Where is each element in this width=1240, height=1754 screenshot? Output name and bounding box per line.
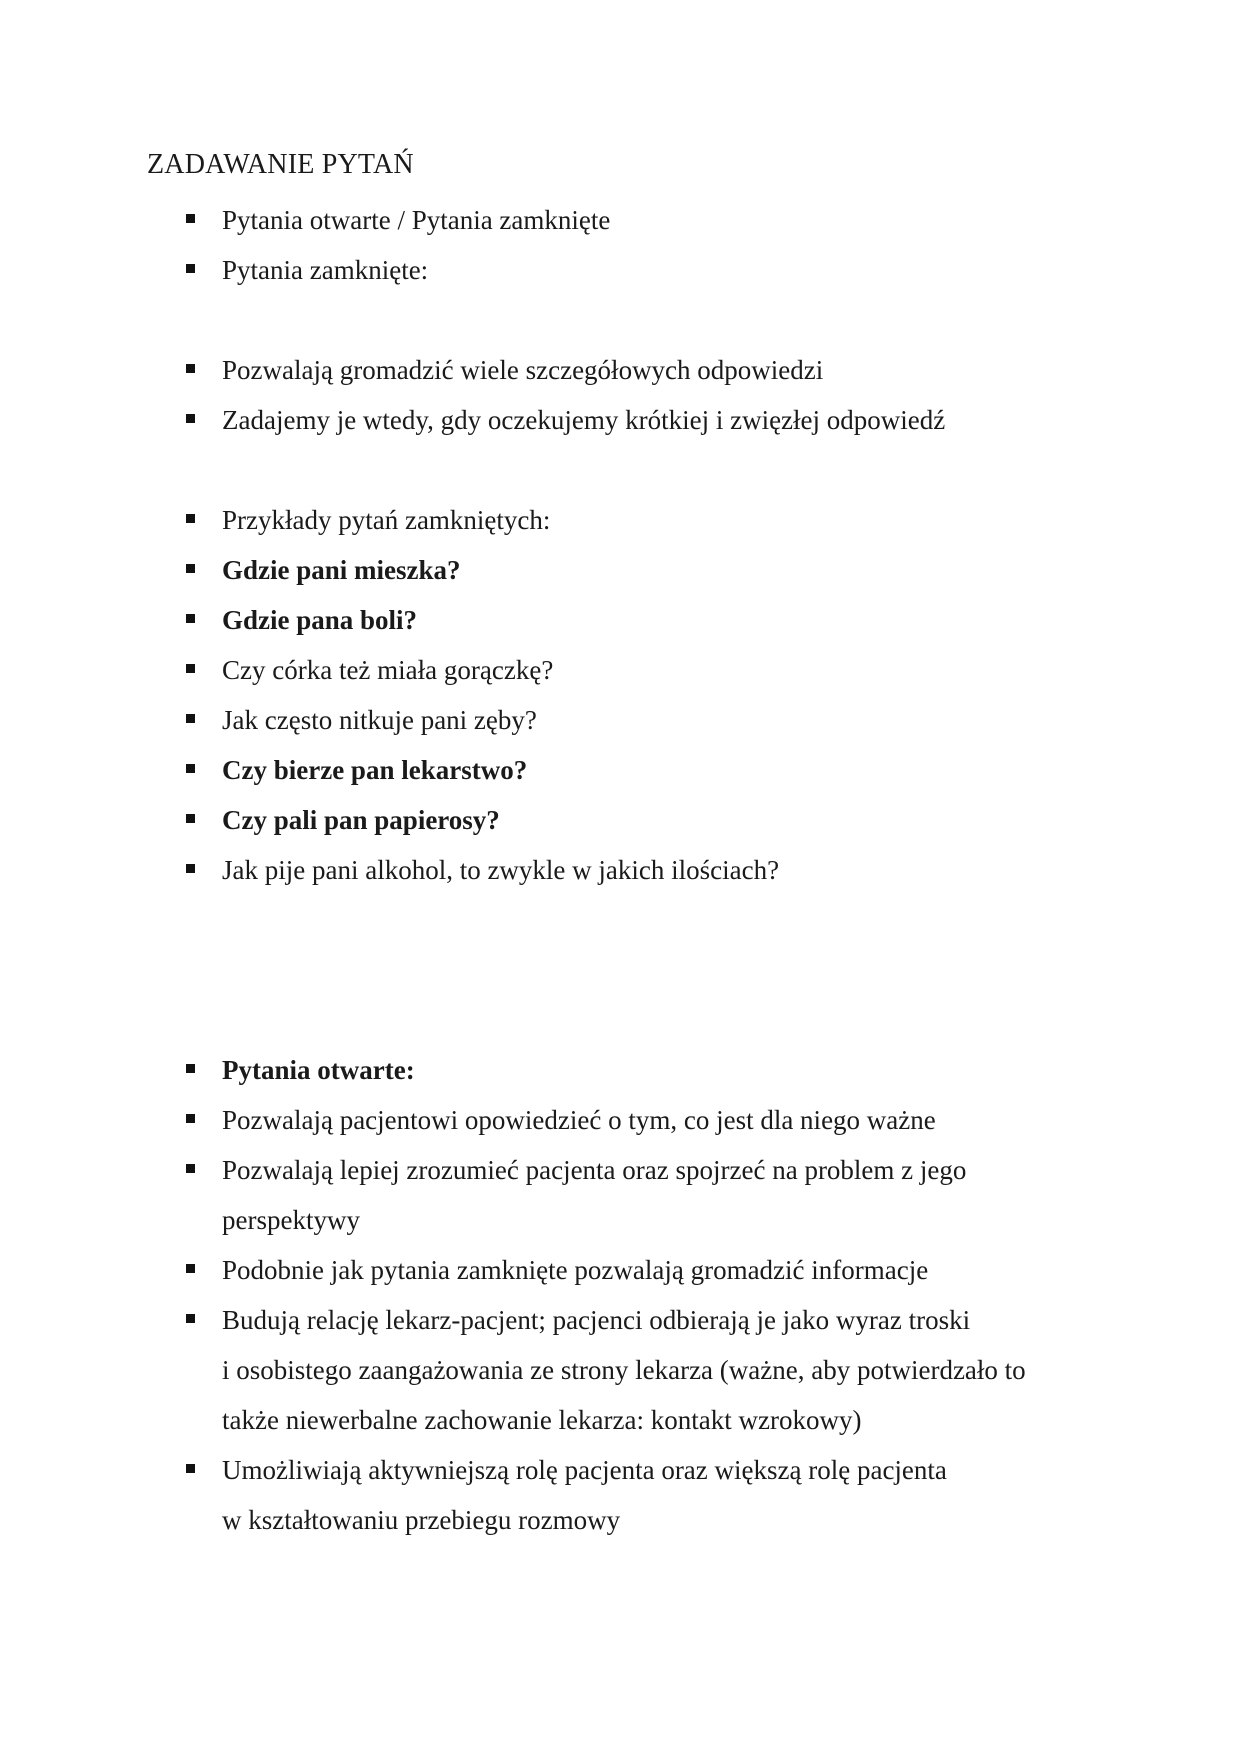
list-item	[186, 545, 1126, 595]
list-item-text: Umożliwiają aktywniejszą rolę pacjenta oraz większą rolę pacjenta	[222, 1455, 947, 1485]
square-bullet-icon	[186, 414, 195, 423]
square-bullet-icon	[186, 364, 195, 373]
list-item-text: Czy córka też miała gorączkę?	[222, 655, 554, 685]
list-item-text-continued: w kształtowaniu przebiegu rozmowy	[222, 1505, 621, 1535]
list-item	[186, 245, 1126, 295]
square-bullet-icon	[186, 264, 195, 273]
list-item	[186, 1145, 1126, 1245]
list-item-text: Przykłady pytań zamkniętych:	[222, 505, 551, 535]
document-title: ZADAWANIE PYTAŃ	[147, 149, 414, 180]
square-bullet-icon	[186, 1314, 195, 1323]
list-item	[186, 1445, 1126, 1545]
list-item	[186, 845, 1126, 895]
bullet-list	[186, 195, 1126, 1545]
list-item-text: Budują relację lekarz-pacjent; pacjenci odbierają je jako wyraz troski	[222, 1305, 971, 1335]
list-item-text: Pytania otwarte:	[222, 1055, 415, 1085]
list-item	[186, 345, 1126, 395]
list-item-text: Pozwalają pacjentowi opowiedzieć o tym, co jest dla niego ważne	[222, 1105, 936, 1135]
square-bullet-icon	[186, 1114, 195, 1123]
square-bullet-icon	[186, 764, 195, 773]
square-bullet-icon	[186, 714, 195, 723]
list-item-text: Jak często nitkuje pani zęby?	[222, 705, 537, 735]
list-item-text: Gdzie pani mieszka?	[222, 555, 461, 585]
square-bullet-icon	[186, 1064, 195, 1073]
list-item	[186, 495, 1126, 545]
list-item-text: Zadajemy je wtedy, gdy oczekujemy krótkiej i zwięzłej odpowiedź	[222, 405, 946, 435]
square-bullet-icon	[186, 564, 195, 573]
square-bullet-icon	[186, 614, 195, 623]
list-item-text-continued: i osobistego zaangażowania ze strony lekarza (ważne, aby potwierdzało to	[222, 1355, 1026, 1385]
list-item	[186, 795, 1126, 845]
list-item-text: Pytania otwarte / Pytania zamknięte	[222, 205, 611, 235]
list-item	[186, 595, 1126, 645]
list-item-text: Podobnie jak pytania zamknięte pozwalają gromadzić informacje	[222, 1255, 929, 1285]
square-bullet-icon	[186, 864, 195, 873]
square-bullet-icon	[186, 1164, 195, 1173]
list-item-text: Gdzie pana boli?	[222, 605, 418, 635]
square-bullet-icon	[186, 1464, 195, 1473]
list-item-text: Pytania zamknięte:	[222, 255, 429, 285]
square-bullet-icon	[186, 214, 195, 223]
list-item-text: Czy bierze pan lekarstwo?	[222, 755, 528, 785]
list-item-text: Czy pali pan papierosy?	[222, 805, 500, 835]
list-item	[186, 1245, 1126, 1295]
list-item-text: Pozwalają gromadzić wiele szczegółowych odpowiedzi	[222, 355, 824, 385]
square-bullet-icon	[186, 664, 195, 673]
list-item-text: Pozwalają lepiej zrozumieć pacjenta oraz spojrzeć na problem z jego	[222, 1155, 967, 1185]
square-bullet-icon	[186, 514, 195, 523]
list-item	[186, 395, 1126, 445]
list-item	[186, 745, 1126, 795]
list-item-text: Jak pije pani alkohol, to zwykle w jakich ilościach?	[222, 855, 780, 885]
list-item	[186, 645, 1126, 695]
square-bullet-icon	[186, 814, 195, 823]
list-item	[186, 195, 1126, 245]
list-item	[186, 1295, 1126, 1445]
square-bullet-icon	[186, 1264, 195, 1273]
section-heading-item	[186, 1045, 1126, 1095]
list-item	[186, 695, 1126, 745]
list-item	[186, 1095, 1126, 1145]
list-item-text-continued: także niewerbalne zachowanie lekarza: kontakt wzrokowy)	[222, 1405, 862, 1435]
list-item-text-continued: perspektywy	[222, 1205, 360, 1235]
